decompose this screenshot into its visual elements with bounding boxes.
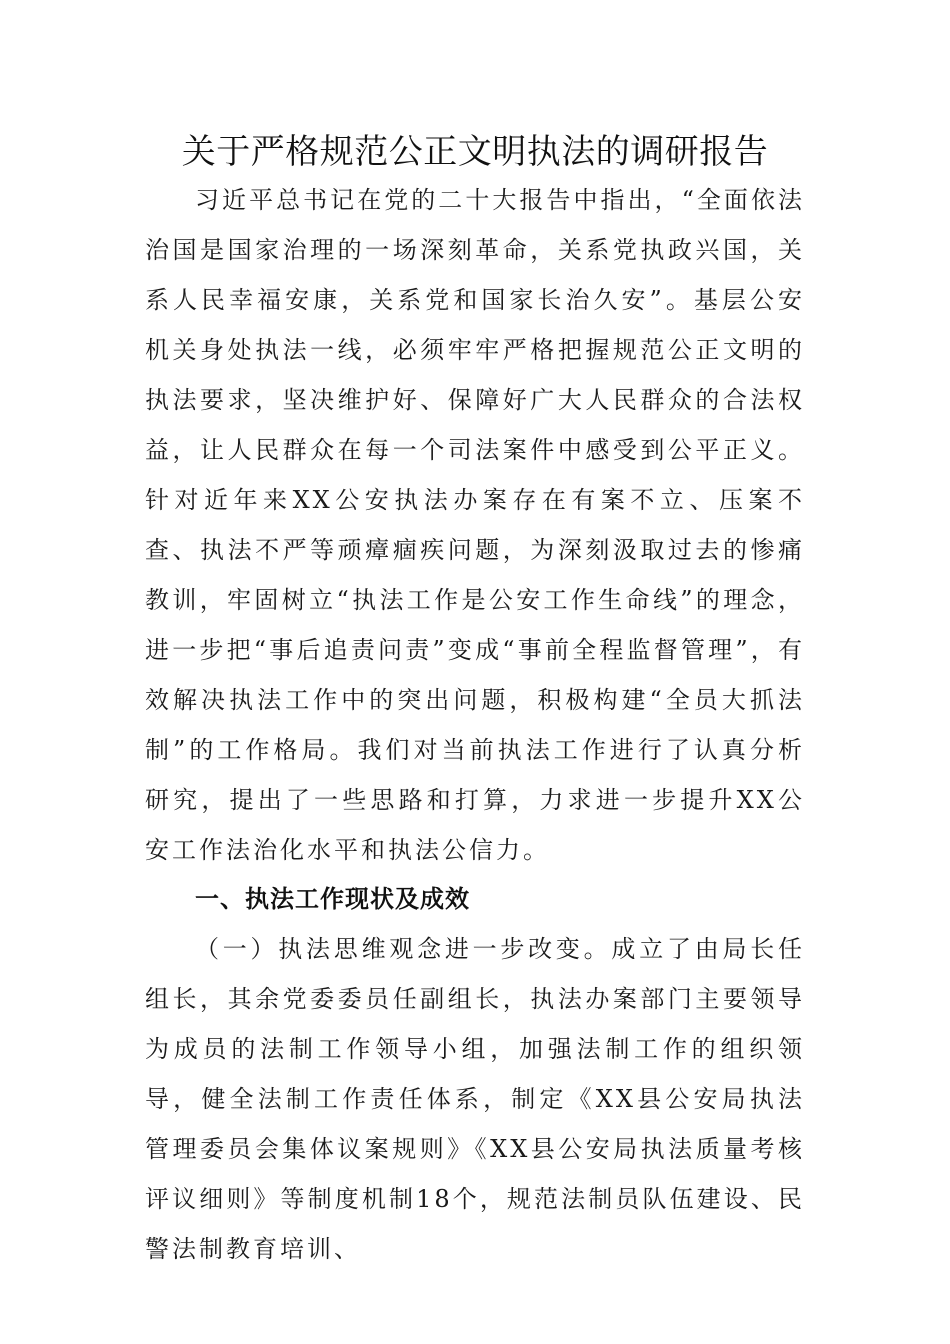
intro-paragraph: 习近平总书记在党的二十大报告中指出，“全面依法治国是国家治理的一场深刻革命，关系党执政兴国，关系人民幸福安康，关系党和国家长治久安”。基层公安机关身处执法一线，必须牢牢严格把握规范公正文明的执法要求，坚决维护好、保障好广大人民群众的合法权益，让人民群众在每一个司法案件中感受到公平正义。针对近年来XX公安执法办案存在有案不立、压案不查、执法不严等顽瘴痼疾问题，为深刻汲取过去的惨痛教训，牢固树立“执法工作是公安工作生命线”的理念，进一步把“事后追责问责”变成“事前全程监督管理”，有效解决执法工作中的突出问题，积极构建“全员大抓法制”的工作格局。我们对当前执法工作进行了认真分析研究，提出了一些思路和打算，力求进一步提升XX公安工作法治化水平和执法公信力。: [145, 186, 805, 864]
section-heading: 一、执法工作现状及成效: [195, 885, 470, 913]
section-paragraph: （一）执法思维观念进一步改变。成立了由局长任组长，其余党委委员任副组长，执法办案部门主要领导为成员的法制工作领导小组，加强法制工作的组织领导，健全法制工作责任体系，制定《XX县公安局执法管理委员会集体议案规则》《XX县公安局执法质量考核评议细则》等制度机制18个，规范法制员队伍建设、民警法制教育培训、: [145, 935, 805, 1263]
document-title: 关于严格规范公正文明执法的调研报告: [181, 132, 769, 172]
